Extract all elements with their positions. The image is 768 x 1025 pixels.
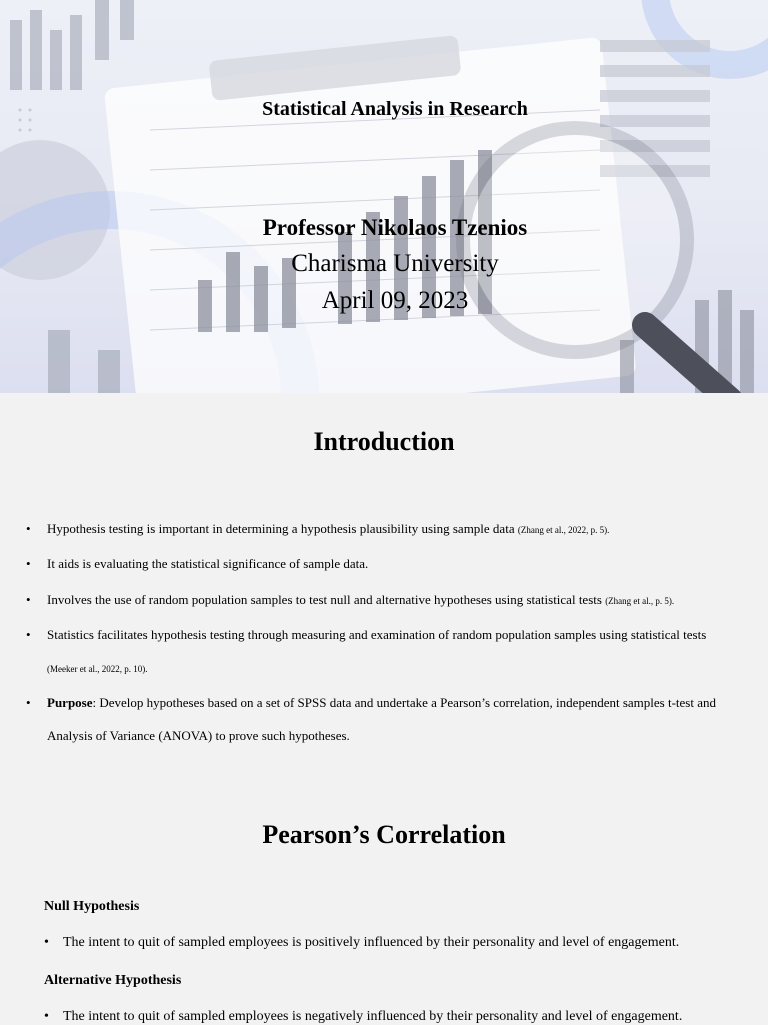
alternative-hypothesis-label: Alternative Hypothesis [44,973,182,988]
purpose-label: Purpose [47,695,93,710]
bullet-icon: • [26,521,31,536]
pearson-heading: Pearson’s Correlation [262,820,506,849]
intro-bullet-citation: (Zhang et al., p. 5). [605,596,675,606]
intro-bullet-text: Hypothesis testing is important in determining a hypothesis plausibility using sample data [47,521,518,536]
institution-name: Charisma University [291,250,499,277]
intro-bullet-text: It aids is evaluating the statistical significance of sample data. [47,556,369,571]
presentation-title: Statistical Analysis in Research [262,98,528,120]
intro-bullet-text: Statistics facilitates hypothesis testing through measuring and examination of random population samples using statistical tests [47,627,707,642]
introduction-heading: Introduction [313,427,455,456]
null-hypothesis-text: The intent to quit of sampled employees is positively influenced by their personality and level of engagement. [63,935,680,950]
null-hypothesis-label: Null Hypothesis [44,899,140,914]
intro-bullet-citation: (Meeker et al., 2022, p. 10). [47,664,148,674]
alternative-hypothesis-text: The intent to quit of sampled employees is negatively influenced by their personality and level of engagement. [63,1009,683,1024]
presentation-date: April 09, 2023 [321,287,469,314]
bullet-icon: • [26,592,31,607]
bullet-icon: • [44,1009,49,1024]
author-name: Professor Nikolaos Tzenios [262,215,528,240]
title-slide [0,0,768,393]
intro-bullet-citation: (Zhang et al., 2022, p. 5). [517,525,610,535]
bullet-icon: • [26,556,31,571]
bullet-icon: • [26,695,31,710]
intro-bullet-text: Involves the use of random population samples to test null and alternative hypotheses using statistical tests [47,592,606,607]
chart-background-image [0,0,768,393]
bullet-icon: • [44,935,49,950]
intro-bullet-text: : Develop hypotheses based on a set of SPSS data and undertake a Pearson’s correlation, independent samples t-test and Analysis of Variance (ANOVA) to prove such hypotheses. [47,695,716,743]
bullet-icon: • [26,627,31,642]
